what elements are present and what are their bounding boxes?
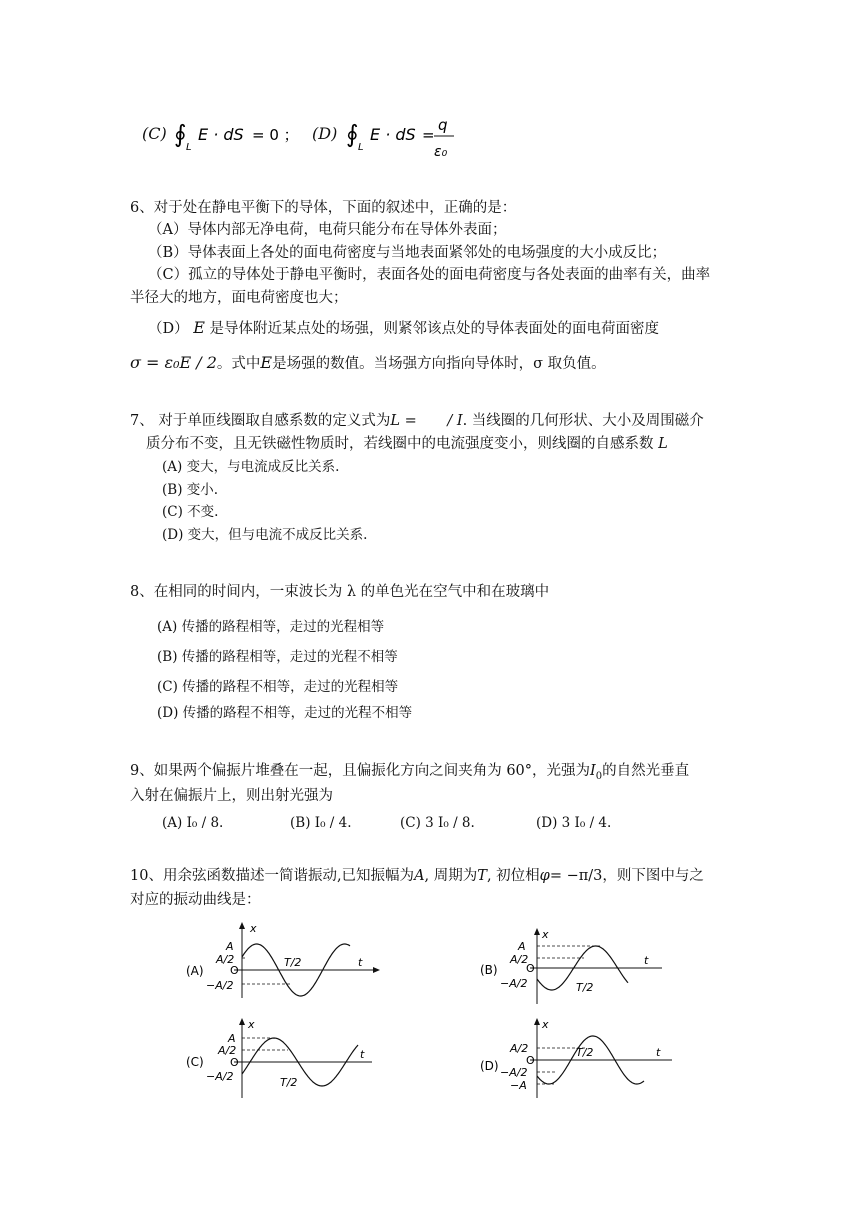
graph-a-t-arrow (373, 967, 380, 973)
q5-c-integrand: E · dS (198, 125, 244, 144)
graph-c-tick-a2: A/2 (218, 1044, 237, 1057)
contour-integral-symbol-c: ∮ (174, 120, 187, 148)
graph-a-axis-x: x (250, 922, 257, 935)
graph-c-tick-ma2: −A/2 (206, 1070, 234, 1083)
q10-stem-a: 10、用余弦函数描述一简谐振动,已知振幅为 (130, 868, 415, 884)
q10-graph-a (180, 920, 380, 1000)
q10-graph-b (476, 926, 666, 1006)
graph-c-origin: O (230, 1056, 239, 1069)
graph-c-x-arrow (239, 1018, 245, 1025)
q10-var-t: T (477, 868, 487, 884)
graph-b-tick-a: A (518, 940, 526, 953)
q6-d-text-b: 是场强的数值。当场强方向指向导体时，σ 取负值。 (272, 356, 606, 372)
graph-d-origin: O (526, 1054, 535, 1067)
graph-d-label: (D) (480, 1059, 499, 1073)
q10-stem-c: , 初位相 (486, 868, 540, 884)
q7-stem-line1 (130, 411, 704, 431)
graph-b-origin: O (526, 962, 535, 975)
q7-stem-a: 7、 对于单匝线圈取自感系数的定义式为 (130, 413, 391, 429)
q9-var-sub: 0 (595, 770, 603, 782)
q5-option-d (312, 124, 337, 143)
graph-a-tick-a: A (226, 940, 234, 953)
graph-a-axis-t: t (358, 956, 363, 969)
q5-d-subscript: L (358, 142, 364, 153)
q5-d-integrand: E · dS (370, 125, 416, 144)
q9-option-c: (C) 3 I₀ / 8. (400, 815, 475, 831)
q6-option-c-line2: 半径大的地方，面电荷密度也大； (130, 290, 348, 306)
q5-option-d-formula (344, 106, 474, 166)
graph-c-axis-x: x (248, 1018, 255, 1031)
graph-d-axis-x: x (542, 1018, 549, 1031)
q6-d-var-e: E (193, 318, 205, 337)
q5-option-c (142, 124, 167, 143)
graph-d-x-arrow (534, 1018, 540, 1025)
q6-option-a: （A）导体内部无净电荷，电荷只能分布在导体外表面； (148, 222, 507, 238)
q5-d-denominator: ε₀ (434, 144, 448, 160)
graph-a-tick-ma2: −A/2 (206, 979, 234, 992)
q10-stem-line1 (130, 866, 704, 886)
graph-d-axis-t: t (656, 1046, 661, 1059)
contour-integral-symbol-d: ∮ (346, 120, 359, 148)
graph-c-tick-t2: T/2 (280, 1076, 298, 1089)
q9-stem-line1 (130, 761, 689, 787)
q6-d-text: 是导体附近某点处的场强，则紧邻该点处的导体表面处的面电荷面密度 (209, 321, 660, 337)
q6-stem: 6、对于处在静电平衡下的导体，下面的叙述中，正确的是： (130, 200, 517, 216)
q7-stem-line2 (146, 434, 668, 454)
q5-option-c-formula (172, 112, 299, 160)
graph-d-tick-ma: −A (510, 1079, 527, 1092)
graph-b-label: (B) (480, 963, 498, 977)
q9-stem-line2: 入射在偏振片上，则出射光强为 (130, 788, 333, 804)
q7-option-b: (B) 变小. (162, 482, 219, 498)
graph-b-axis-t: t (644, 954, 649, 967)
graph-a-origin: O (230, 964, 239, 977)
q9-stem-a: 9、如果两个偏振片堆叠在一起，且偏振化方向之间夹角为 60°，光强为 (130, 763, 591, 779)
graph-c-tick-a: A (228, 1032, 236, 1045)
q5-c-subscript: L (186, 142, 192, 153)
q6-option-d-line1 (148, 318, 659, 339)
q8-option-c: (C) 传播的路程不相等，走过的光程相等 (157, 679, 399, 695)
q7-option-a: (A) 变大，与电流成反比关系. (162, 459, 340, 475)
q7-stem-text: 质分布不变，且无铁磁性物质时，若线圈中的电流强度变小，则线圈的自感系数 (146, 436, 654, 452)
q9-option-d: (D) 3 I₀ / 4. (536, 815, 612, 831)
graph-a-x-arrow (239, 922, 245, 929)
q7-var-l2: L (658, 436, 668, 452)
graph-a-tick-t2: T/2 (284, 956, 302, 969)
graph-a-label: (A) (186, 964, 204, 978)
q6-option-d-line2 (130, 353, 606, 374)
q10-stem-b: , 周期为 (424, 868, 478, 884)
q5-d-equals: = (422, 126, 435, 144)
q7-option-d: (D) 变大，但与电流不成反比关系. (162, 527, 368, 543)
q8-option-b: (B) 传播的路程相等，走过的光程不相等 (157, 649, 398, 665)
q9-option-a: (A) I₀ / 8. (162, 815, 224, 831)
q10-var-a: A (414, 868, 425, 884)
graph-b-tick-ma2: −A/2 (500, 977, 528, 990)
q5-c-rhs: = 0 ； (252, 126, 299, 144)
graph-b-axis-x: x (542, 928, 549, 941)
graph-b-tick-a2: A/2 (510, 953, 529, 966)
q9-stem-b: 的自然光垂直 (602, 763, 690, 779)
graph-b-tick-t2: T/2 (576, 981, 594, 994)
q7-option-c: (C) 不变. (162, 504, 219, 520)
q9-option-b: (B) I₀ / 4. (290, 815, 352, 831)
graph-d-tick-a2: A/2 (510, 1042, 529, 1055)
q7-eq: = (399, 413, 422, 429)
q8-option-d: (D) 传播的路程不相等，走过的光程不相等 (157, 705, 413, 721)
q10-var-phi: φ (539, 868, 550, 884)
q10-graph-c (180, 1014, 380, 1100)
graph-a-tick-a2: A/2 (216, 953, 235, 966)
q10-stem-line2: 对应的振动曲线是： (130, 892, 261, 908)
graph-c-label: (C) (186, 1055, 204, 1069)
q9-var-i: I (590, 763, 596, 779)
q10-graph-d (476, 1014, 676, 1100)
q5-option-c-label: (C) (142, 124, 167, 143)
q6-d-var-e2: E (260, 353, 273, 372)
q8-stem: 8、在相同的时间内，一束波长为 λ 的单色光在空气中和在玻璃中 (130, 584, 550, 600)
graph-b-x-arrow (534, 928, 540, 935)
q6-d-label: （D） (148, 321, 189, 337)
graph-d-tick-t2: T/2 (576, 1046, 594, 1059)
q6-option-c-line1: （C）孤立的导体处于静电平衡时，表面各处的面电荷密度与各处表面的曲率有关，曲率 (148, 267, 711, 283)
q6-d-text-a: 。式中 (216, 356, 261, 372)
graph-d-tick-ma2: −A/2 (500, 1066, 528, 1079)
q7-var-i: / I (447, 413, 463, 429)
q7-var-l: L (390, 413, 400, 429)
q6-d-formula: σ = ε₀E / 2 (130, 353, 217, 372)
q6-option-b: （B）导体表面上各处的面电荷密度与当地表面紧邻处的电场强度的大小成反比； (148, 245, 667, 261)
q8-option-a: (A) 传播的路程相等，走过的光程相等 (157, 619, 385, 635)
graph-c-axis-t: t (360, 1048, 365, 1061)
q10-stem-d: = −π/3，则下图中与之 (549, 868, 704, 884)
q5-option-d-label: (D) (312, 124, 338, 143)
q5-d-numerator: q (438, 116, 448, 134)
q7-stem-b: . 当线圈的几何形状、大小及周围磁介 (462, 413, 704, 429)
